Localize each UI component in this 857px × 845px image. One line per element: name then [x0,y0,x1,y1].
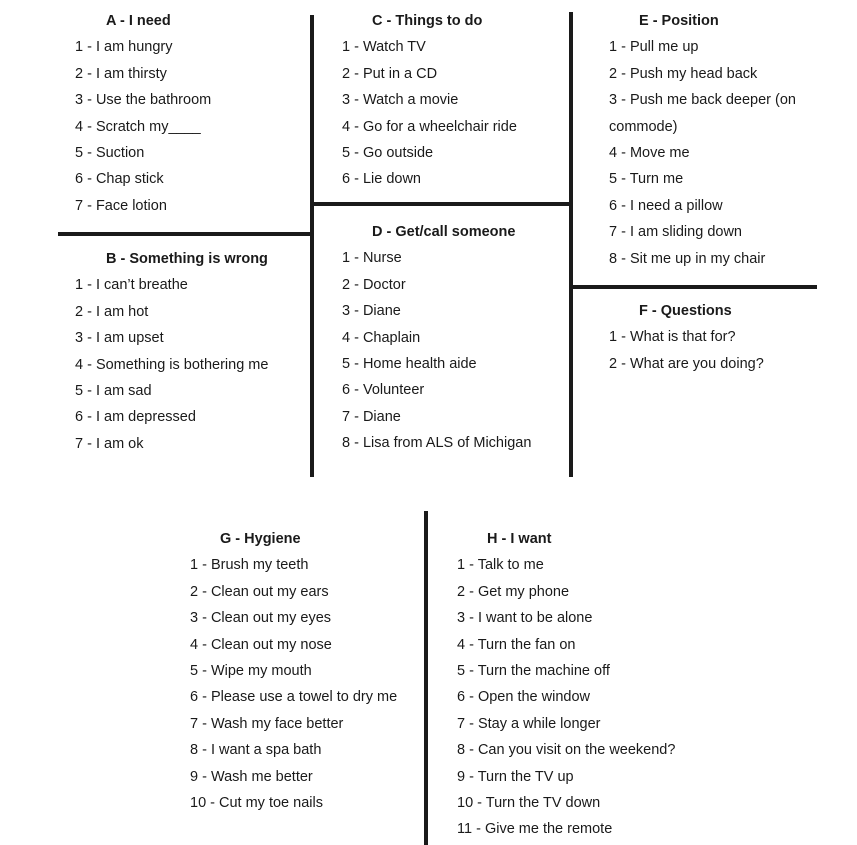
section-c-things-to-do [342,8,517,193]
section-a-item: 7 - Face lotion [75,197,167,214]
section-h-item: 4 - Turn the fan on [457,636,576,653]
section-a-item: 6 - Chap stick [75,171,164,188]
section-d-item: 8 - Lisa from ALS of Michigan [342,435,532,452]
section-h-item: 11 - Give me the remote [457,821,613,838]
section-g-item: 4 - Clean out my nose [190,636,332,653]
section-g-item: 5 - Wipe my mouth [190,663,312,680]
section-b-item: 1 - I can’t breathe [75,277,188,294]
section-e-item: 5 - Turn me [609,171,684,188]
section-h-item: 3 - I want to be alone [457,610,593,627]
section-b-item: 6 - I am depressed [75,409,196,426]
section-c-title: C - Things to do [372,13,483,29]
section-c-item: 3 - Watch a movie [342,92,459,109]
section-c-item: 1 - Watch TV [342,39,426,56]
section-h-item: 2 - Get my phone [457,583,570,600]
section-g-item: 10 - Cut my toe nails [190,795,323,812]
section-g-item: 8 - I want a spa bath [190,742,322,759]
section-e-item: 3 - Push me back deeper (on [609,92,796,109]
section-c-item: 4 - Go for a wheelchair ride [342,118,517,135]
section-e-item: 1 - Pull me up [609,39,699,56]
section-c-item: 2 - Put in a CD [342,65,438,82]
section-b-title: B - Something is wrong [106,251,268,267]
section-f-questions [609,298,764,377]
section-h-i-want [457,526,675,843]
section-a-item: 4 - Scratch my____ [75,118,201,135]
section-d-item: 2 - Doctor [342,276,406,293]
section-d-item: 7 - Diane [342,408,401,425]
section-e-title: E - Position [639,13,719,29]
section-h-item: 8 - Can you visit on the weekend? [457,742,676,759]
section-c-item: 6 - Lie down [342,171,421,188]
section-d-item: 4 - Chaplain [342,329,421,346]
section-d-item: 1 - Nurse [342,250,402,267]
section-d-item: 6 - Volunteer [342,382,425,399]
section-a-i-need [75,8,211,219]
section-b-item: 4 - Something is bothering me [75,356,269,373]
section-b-item: 5 - I am sad [75,383,152,400]
section-g-title: G - Hygiene [220,531,301,547]
section-e-item: 6 - I need a pillow [609,197,723,214]
section-g-hygiene [190,526,397,816]
section-g-item: 6 - Please use a towel to dry me [190,689,398,706]
section-e-item: 2 - Push my head back [609,65,758,82]
section-e-item: 7 - I am sliding down [609,224,742,241]
horizontal-divider-e-f [571,285,817,289]
section-d-title: D - Get/call someone [372,224,516,240]
section-b-item: 7 - I am ok [75,435,144,452]
section-c-list [342,34,517,192]
section-h-item: 1 - Talk to me [457,557,544,574]
section-e-item: 4 - Move me [609,145,690,162]
section-b-item: 3 - I am upset [75,330,164,347]
section-d-get-call-someone [342,219,531,457]
vertical-divider-ab-cd [310,15,314,477]
section-h-item: 5 - Turn the machine off [457,663,610,680]
horizontal-divider-c-d [312,202,571,206]
section-b-list [75,272,268,457]
section-a-item: 3 - Use the bathroom [75,92,212,109]
section-g-item: 9 - Wash me better [190,768,313,785]
section-d-item: 3 - Diane [342,303,401,320]
section-a-title: A - I need [106,13,171,29]
section-a-item: 5 - Suction [75,145,145,162]
section-e-position [609,8,796,272]
section-e-list [609,34,796,272]
section-c-item: 5 - Go outside [342,145,434,162]
section-h-list [457,552,675,842]
section-e-item: 8 - Sit me up in my chair [609,250,766,267]
section-f-title: F - Questions [639,303,732,319]
horizontal-divider-a-b [58,232,312,236]
section-f-item: 2 - What are you doing? [609,355,764,372]
section-h-item: 9 - Turn the TV up [457,768,574,785]
section-g-item: 3 - Clean out my eyes [190,610,332,627]
section-g-item: 2 - Clean out my ears [190,583,329,600]
section-f-item: 1 - What is that for? [609,329,736,346]
section-h-title: H - I want [487,531,552,547]
section-b-item: 2 - I am hot [75,303,149,320]
section-h-item: 10 - Turn the TV down [457,795,601,812]
section-b-something-is-wrong [75,246,268,457]
section-d-list [342,245,531,456]
vertical-divider-g-h [424,511,428,845]
section-g-list [190,552,397,816]
section-e-item: commode) [609,118,678,135]
section-h-item: 6 - Open the window [457,689,590,706]
section-d-item: 5 - Home health aide [342,356,477,373]
section-f-list [609,324,764,377]
section-g-item: 7 - Wash my face better [190,715,344,732]
section-a-item: 2 - I am thirsty [75,65,167,82]
section-a-list [75,34,211,219]
section-a-item: 1 - I am hungry [75,39,173,56]
section-h-item: 7 - Stay a while longer [457,715,601,732]
vertical-divider-cd-ef [569,12,573,477]
section-g-item: 1 - Brush my teeth [190,557,309,574]
